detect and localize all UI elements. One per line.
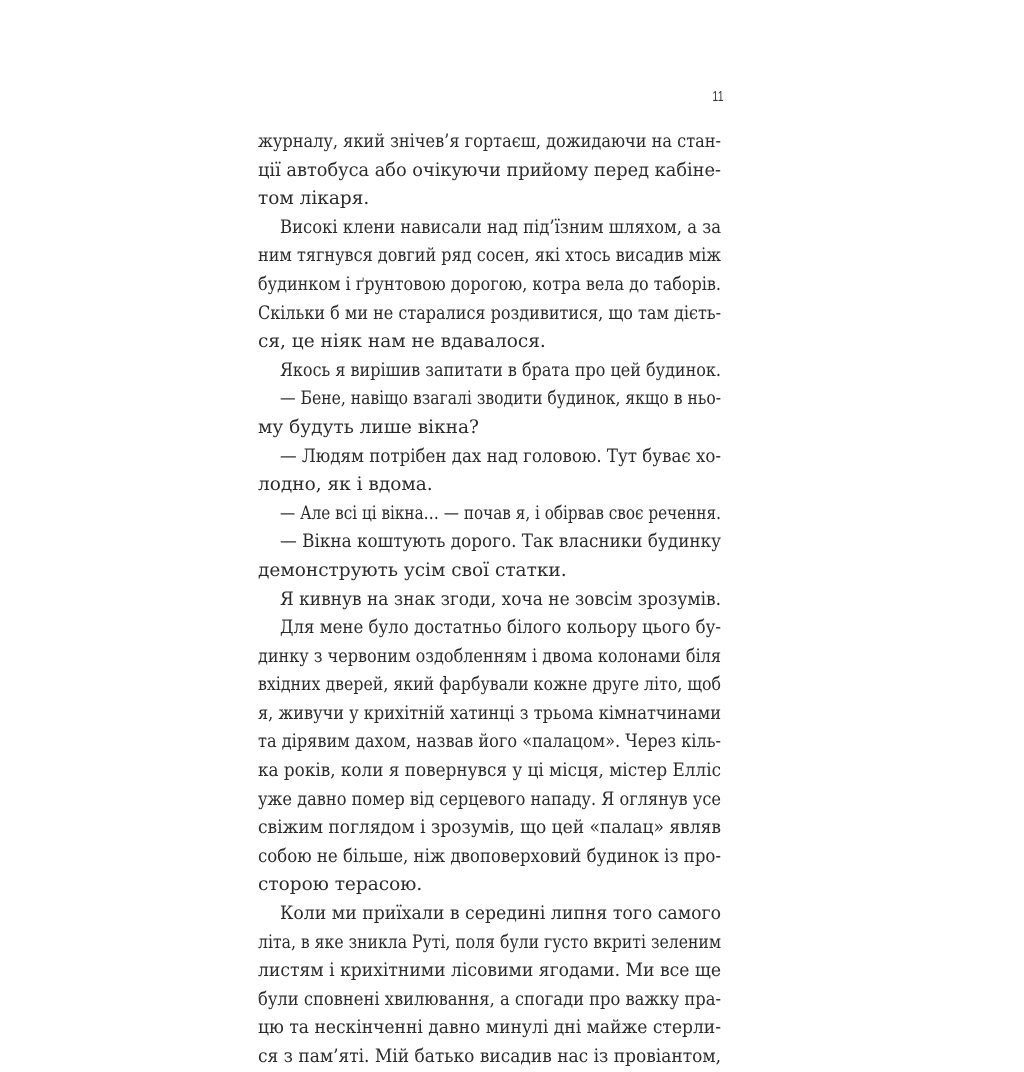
text-line: — Але всі ці вікна… — почав я, і обірвав своє речення.: [280, 502, 721, 524]
text-line: лодно, як і вдома.: [258, 474, 433, 496]
text-line: Я кивнув на знак згоди, хоча не зовсім зрозумів.: [280, 588, 721, 610]
text-line: му будуть лише вікна?: [258, 416, 479, 438]
body-text: [258, 128, 721, 1072]
text-line: динку з червоним оздобленням і двома колонами біля: [258, 645, 721, 667]
text-line: — Бене, навіщо взагалі зводити будинок, якщо в ньо-: [280, 388, 721, 410]
text-line: будинком і ґрунтовою дорогою, котра вела до таборів.: [258, 273, 721, 295]
text-line: були сповнені хвилювання, а спогади про важку пра-: [258, 988, 721, 1010]
text-line: — Людям потрібен дах над головою. Тут буває хо-: [280, 445, 721, 467]
text-line: — Вікна коштують дорого. Так власники будинку: [280, 531, 721, 553]
text-line: вхідних дверей, який фарбували кожне друге літо, щоб: [258, 674, 721, 696]
text-line: я, живучи у крихітній хатинці з трьома кімнатчинами: [258, 702, 721, 724]
text-line: уже давно помер від серцевого нападу. Я оглянув усе: [258, 788, 721, 810]
text-line: Скільки б ми не старалися роздивитися, що там дієть-: [258, 302, 721, 324]
text-line: собою не більше, ніж двоповерховий будинок із про-: [258, 845, 721, 867]
text-line: Якось я вирішив запитати в брата про цей будинок.: [280, 359, 721, 381]
text-line: Високі клени нависали над під’їзним шляхом, а за: [280, 216, 721, 238]
text-line: журналу, який знічев’я гортаєш, дожидаючи на стан-: [258, 131, 721, 152]
text-line: Коли ми приїхали в середині липня того самого: [280, 903, 721, 925]
text-line: свіжим поглядом і зрозумів, що цей «палац» являв: [258, 817, 721, 839]
text-line: ся, це ніяк нам не вдавалося.: [258, 331, 546, 353]
text-line: ним тягнувся довгий ряд сосен, які хтось висадив між: [258, 245, 721, 267]
text-line: ції автобуса або очікуючи прийому перед кабіне-: [258, 159, 721, 181]
text-line: Для мене було достатньо білого кольору цього бу-: [280, 617, 721, 639]
text-line: листям і крихітними лісовими ягодами. Ми все ще: [258, 960, 721, 982]
text-line: та дірявим дахом, назвав його «палацом». Через кіль-: [258, 731, 721, 753]
text-line: демонструють усім свої статки.: [258, 559, 567, 581]
text-line: літа, в яке зникла Руті, поля були густо вкриті зеленим: [258, 931, 721, 953]
text-line: том лікаря.: [258, 188, 370, 210]
text-line: сторою терасою.: [258, 874, 423, 896]
text-line: ка років, коли я повернувся у ці місця, містер Елліс: [258, 760, 721, 782]
page-number: 11: [712, 88, 724, 105]
text-line: цю та нескінченні давно минулі дні майже стерли-: [258, 1017, 721, 1039]
text-line: ся з пам’яті. Мій батько висадив нас із провіантом,: [258, 1046, 721, 1067]
